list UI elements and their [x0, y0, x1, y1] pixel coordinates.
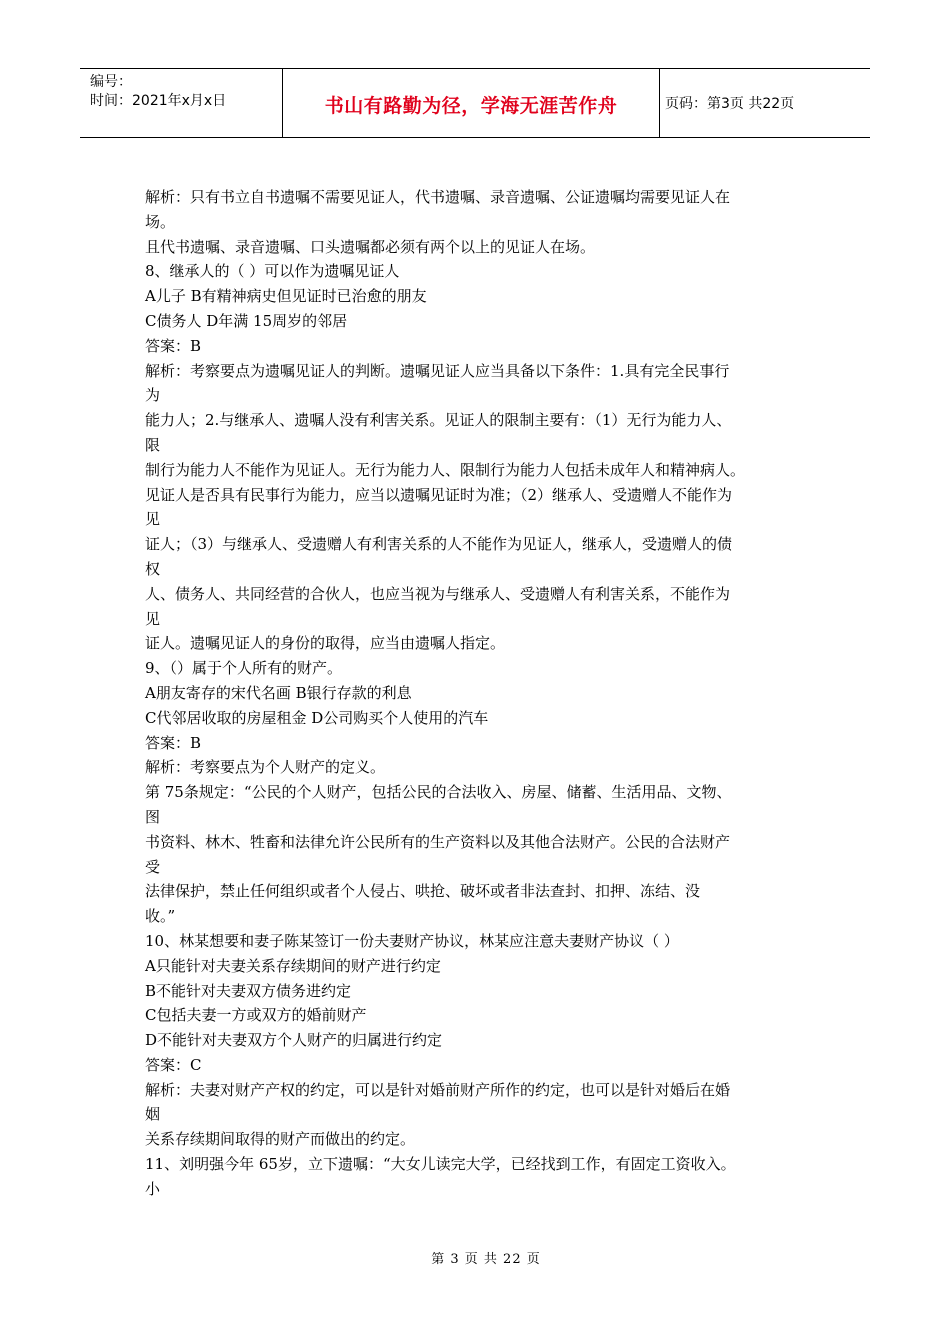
- page-header: [80, 68, 870, 138]
- text-line: 证人；（3）与继承人、受遗赠人有利害关系的人不能作为见证人，继承人，受遗赠人的债: [145, 535, 733, 554]
- text-line: A只能针对夫妻关系存续期间的财产进行约定: [145, 956, 441, 975]
- header-number-label: 编号：: [90, 74, 132, 90]
- text-line: 限: [145, 435, 161, 454]
- text-line: 8、继承人的（ ）可以作为遗嘱见证人: [145, 262, 400, 281]
- text-line: 答案：C: [145, 1055, 202, 1074]
- text-line: 图: [145, 807, 161, 826]
- text-line: 为: [145, 386, 161, 405]
- header-motto: 书山有路勤为径，学海无涯苦作舟: [324, 94, 618, 117]
- text-line: 解析：只有书立自书遗嘱不需要见证人，代书遗嘱、录音遗嘱、公证遗嘱均需要见证人在: [145, 188, 731, 206]
- text-line: 解析：考察要点为遗嘱见证人的判断。遗嘱见证人应当具备以下条件：1.具有完全民事行: [145, 361, 730, 380]
- text-line: 场。: [145, 212, 176, 231]
- text-line: 答案：B: [145, 336, 202, 355]
- text-line: 关系存续期间取得的财产而做出的约定。: [145, 1130, 416, 1149]
- header-meta: [80, 69, 282, 137]
- text-line: C债务人 D年满 15周岁的邻居: [145, 311, 348, 330]
- text-line: 第 75条规定：“公民的个人财产，包括公民的合法收入、房屋、储蓄、生活用品、文物、: [145, 783, 732, 802]
- text-line: 见证人是否具有民事行为能力，应当以遗嘱见证时为准；（2）继承人、受遗赠人不能作为: [145, 485, 733, 504]
- text-line: 能力人；2.与继承人、遗嘱人没有利害关系。见证人的限制主要有：（1）无行为能力人、: [145, 411, 732, 430]
- page-footer: 第 3 页 共 22 页: [431, 1252, 541, 1267]
- text-line: B不能针对夫妻双方债务进约定: [145, 981, 352, 1000]
- text-line: D不能针对夫妻双方个人财产的归属进行约定: [145, 1031, 443, 1050]
- text-line: 见: [145, 609, 161, 628]
- text-line: 法律保护，禁止任何组织或者个人侵占、哄抢、破坏或者非法查封、扣押、冻结、没: [145, 882, 701, 901]
- text-line: 书资料、林木、牲畜和法律允许公民所有的生产资料以及其他合法财产。公民的合法财产: [145, 832, 731, 851]
- text-line: 且代书遗嘱、录音遗嘱、口头遗嘱都必须有两个以上的见证人在场。: [145, 237, 596, 256]
- text-line: 受: [145, 857, 161, 876]
- text-line: 人、债务人、共同经营的合伙人，也应当视为与继承人、受遗赠人有利害关系，不能作为: [145, 584, 731, 603]
- text-line: 解析：考察要点为个人财产的定义。: [145, 758, 386, 777]
- text-line: 10、林某想要和妻子陈某签订一份夫妻财产协议，林某应注意夫妻财产协议（ ）: [145, 931, 679, 950]
- text-line: 9、（）属于个人所有的财产。: [145, 659, 343, 678]
- text-line: 解析：夫妻对财产产权的约定，可以是针对婚前财产所作的约定，也可以是针对婚后在婚: [145, 1080, 731, 1099]
- document-body: [145, 185, 835, 1202]
- text-line: 制行为能力人不能作为见证人。无行为能力人、限制行为能力人包括未成年人和精神病人。: [145, 460, 746, 479]
- text-line: 见: [145, 510, 161, 529]
- text-line: 证人。遗嘱见证人的身份的取得，应当由遗嘱人指定。: [145, 634, 506, 653]
- text-line: C代邻居收取的房屋租金 D公司购买个人使用的汽车: [145, 708, 489, 727]
- text-line: 收。”: [145, 907, 176, 926]
- text-line: A儿子 B有精神病史但见证时已治愈的朋友: [145, 287, 427, 306]
- text-line: 姻: [145, 1105, 161, 1124]
- header-motto-cell: [282, 69, 660, 137]
- text-line: 权: [145, 559, 161, 578]
- text-line: A朋友寄存的宋代名画 B银行存款的利息: [145, 683, 412, 702]
- text-line: 答案：B: [145, 733, 202, 752]
- text-line: C包括夫妻一方或双方的婚前财产: [145, 1006, 367, 1025]
- text-line: 小: [145, 1179, 161, 1198]
- header-page-label: 页码：第3页 共22页: [665, 96, 795, 112]
- header-date-label: 时间：2021年x月x日: [90, 93, 227, 109]
- text-line: 11、刘明强今年 65岁，立下遗嘱：“大女儿读完大学，已经找到工作，有固定工资收入。: [145, 1155, 736, 1174]
